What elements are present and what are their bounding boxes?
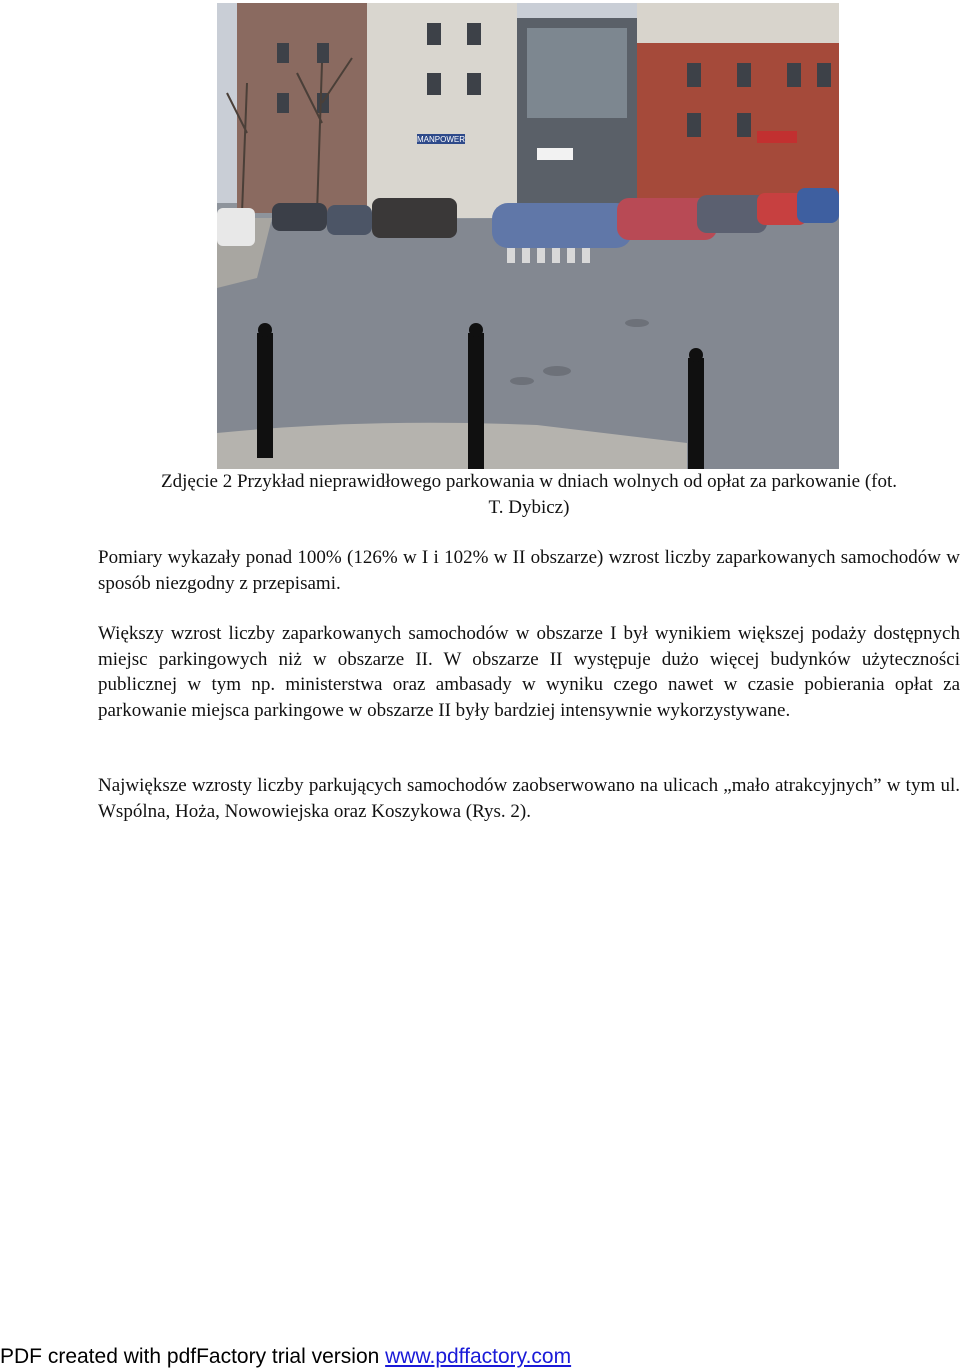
footer-text: PDF created with pdfFactory trial version [0,1345,386,1368]
photo-caption [98,469,960,521]
pdf-footer [0,1344,960,1370]
paragraph-1: Pomiary wykazały ponad 100% (126% w I i 102% w II obszarze) wzrost liczby zaparkowanych samochodów w sposób niezgodny z przepisami. [98,547,960,594]
caption-line-1: Zdjęcie 2 Przykład nieprawidłowego parkowania w dniach wolnych od opłat za parkowanie (fot. [161,471,897,492]
paragraph-2: Większy wzrost liczby zaparkowanych samochodów w obszarze I był wynikiem większej podaży dostępnych miejsc parkingowych niż w obszarze II. W obszarze II występuje dużo więcej budynków użyteczności publicznej w tym np. ministerstwa oraz ambasady w wyniku czego nawet w czasie pobierania opłat za parkowanie miejsca parkingowe w obszarze II były bardziej intensywnie wykorzystywane. [98,623,960,721]
photo-sign-text: MANPOWER [417,135,465,144]
caption-line-2: T. Dybicz) [488,497,570,518]
paragraph-3: Największe wzrosty liczby parkujących samochodów zaobserwowano na ulicach „mało atrakcyjnych” w tym ul. Wspólna, Hoża, Nowowiejska oraz Koszykowa (Rys. 2). [98,775,960,822]
footer-link[interactable]: www.pdffactory.com [385,1345,572,1368]
street-photo [217,3,839,469]
street-photo-illustration [217,3,839,469]
